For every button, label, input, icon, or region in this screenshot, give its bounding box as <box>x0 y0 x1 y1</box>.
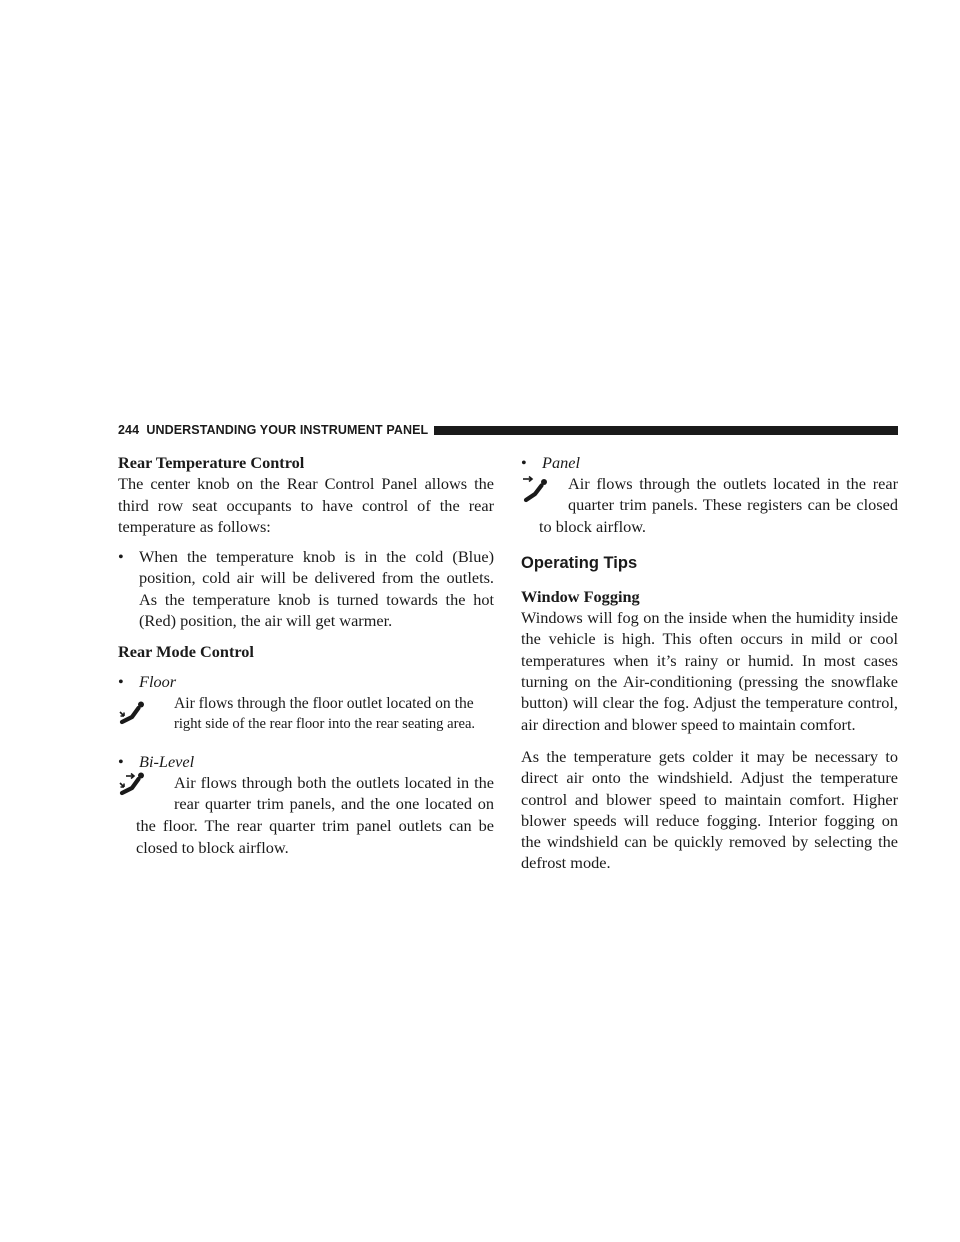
page-header <box>118 421 898 439</box>
panel-line2: quarter trim panels. These registers can be closed <box>568 495 898 515</box>
bilevel-line1: Air flows through both the outlets located in the <box>174 773 494 793</box>
window-fogging-para2: As the temperature gets colder it may be necessary to direct air onto the windshield. Adjust the temperature control and blower speed to maintain comfort. Higher blower speeds will reduce fogging. Interior fogging on the windshield can be quickly removed by selecting the defrost mode. <box>521 746 898 873</box>
floor-mode-icon <box>118 701 146 729</box>
bullet-dot: • <box>521 453 527 472</box>
floor-line1: Air flows through the floor outlet located on the <box>174 694 474 712</box>
right-column <box>521 452 898 874</box>
panel-line1: Air flows through the outlets located in the rear <box>568 474 898 494</box>
left-column <box>118 452 494 858</box>
header-bar <box>434 426 898 435</box>
bilevel-title: Bi-Level <box>139 751 195 771</box>
panel-bullet <box>521 452 898 473</box>
rear-temperature-intro: The center knob on the Rear Control Panel allows the third row seat occupants to have control of the rear temperature as follows: <box>118 474 494 536</box>
bilevel-mode-icon <box>118 772 146 800</box>
header-text <box>118 423 428 437</box>
bilevel-line2: rear quarter trim panels, and the one located on <box>174 794 494 814</box>
bilevel-rest: the floor. The rear quarter trim panel outlets can be closed to block airflow. <box>136 816 494 857</box>
floor-title: Floor <box>139 671 177 691</box>
panel-mode-icon <box>521 475 549 503</box>
bullet-dot: • <box>118 751 124 771</box>
panel-block <box>521 473 898 516</box>
floor-bullet <box>118 671 494 692</box>
floor-block <box>118 693 494 743</box>
window-fogging-heading: Window Fogging <box>521 586 640 606</box>
temperature-bullet-text: When the temperature knob is in the cold (Blue) position, cold air will be delivered from the outlets. As the temperature knob is turned towards the hot (Red) position, the air will get warmer. <box>139 547 494 631</box>
bullet-dot: • <box>118 671 124 691</box>
page-number: 244 <box>118 423 140 437</box>
temperature-bullet <box>118 546 494 631</box>
panel-title: Panel <box>542 453 580 472</box>
operating-tips-heading: Operating Tips <box>521 553 638 572</box>
bilevel-bullet <box>118 751 494 772</box>
rear-temperature-heading: Rear Temperature Control <box>118 453 305 472</box>
floor-line2: right side of the rear floor into the rear seating area. <box>174 715 476 732</box>
rear-mode-heading: Rear Mode Control <box>118 642 254 662</box>
bullet-dot: • <box>118 547 124 567</box>
bilevel-block <box>118 772 494 815</box>
section-title: UNDERSTANDING YOUR INSTRUMENT PANEL <box>146 423 429 437</box>
window-fogging-para1: Windows will fog on the inside when the humidity inside the vehicle is high. This often occurs in mild or cool temperatures when it’s rainy or humid. In most cases turning on the Air-conditioning (pressing the snowflake button) will clear the fog. Adjust the temperature control, air direction and blower speed to maintain comfort. <box>521 608 898 734</box>
panel-rest: to block airflow. <box>539 517 647 537</box>
